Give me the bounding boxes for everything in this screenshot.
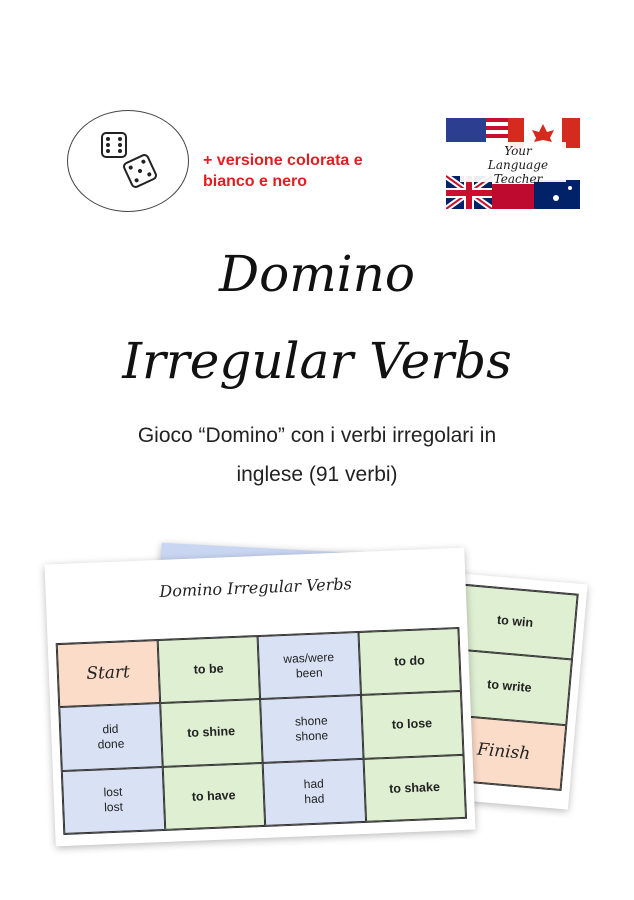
domino-cell: shone shone [260,695,363,762]
card-title: Domino Irregular Verbs [159,574,353,601]
domino-cell: to lose [361,691,464,758]
promo-text [203,150,363,192]
subtitle-line-1: Gioco “Domino” con i verbi irregolari in [137,424,497,447]
domino-cell: to shine [160,699,263,766]
domino-cell: had had [263,759,366,826]
dice-icon [67,110,189,212]
page-title-line-2: Irregular Verbs [122,332,512,390]
flags-logo [446,118,580,209]
page-title-line-1: Domino [219,245,415,303]
domino-cell: to have [162,763,265,830]
subtitle-line-2: inglese (91 verbi) [236,463,398,486]
logo-text [468,144,568,186]
domino-cell: to write [447,649,572,725]
logo-line-2: Language Teacher [487,158,549,186]
domino-cell: to be [157,636,260,703]
domino-cell: Start [57,640,160,707]
domino-cell: Finish [441,714,566,790]
promo-line-1: + versione colorata e [203,152,363,169]
domino-cell: was/were been [258,632,361,699]
domino-front-grid [56,627,467,835]
domino-cell: to shake [363,755,466,822]
domino-cell: to do [358,628,461,695]
domino-cell: to win [452,584,577,660]
domino-cell: did done [59,703,162,770]
logo-line-1: Your [504,144,532,158]
domino-cell: lost lost [62,767,165,834]
promo-line-2: bianco e nero [203,173,308,190]
domino-card-front [45,548,476,847]
